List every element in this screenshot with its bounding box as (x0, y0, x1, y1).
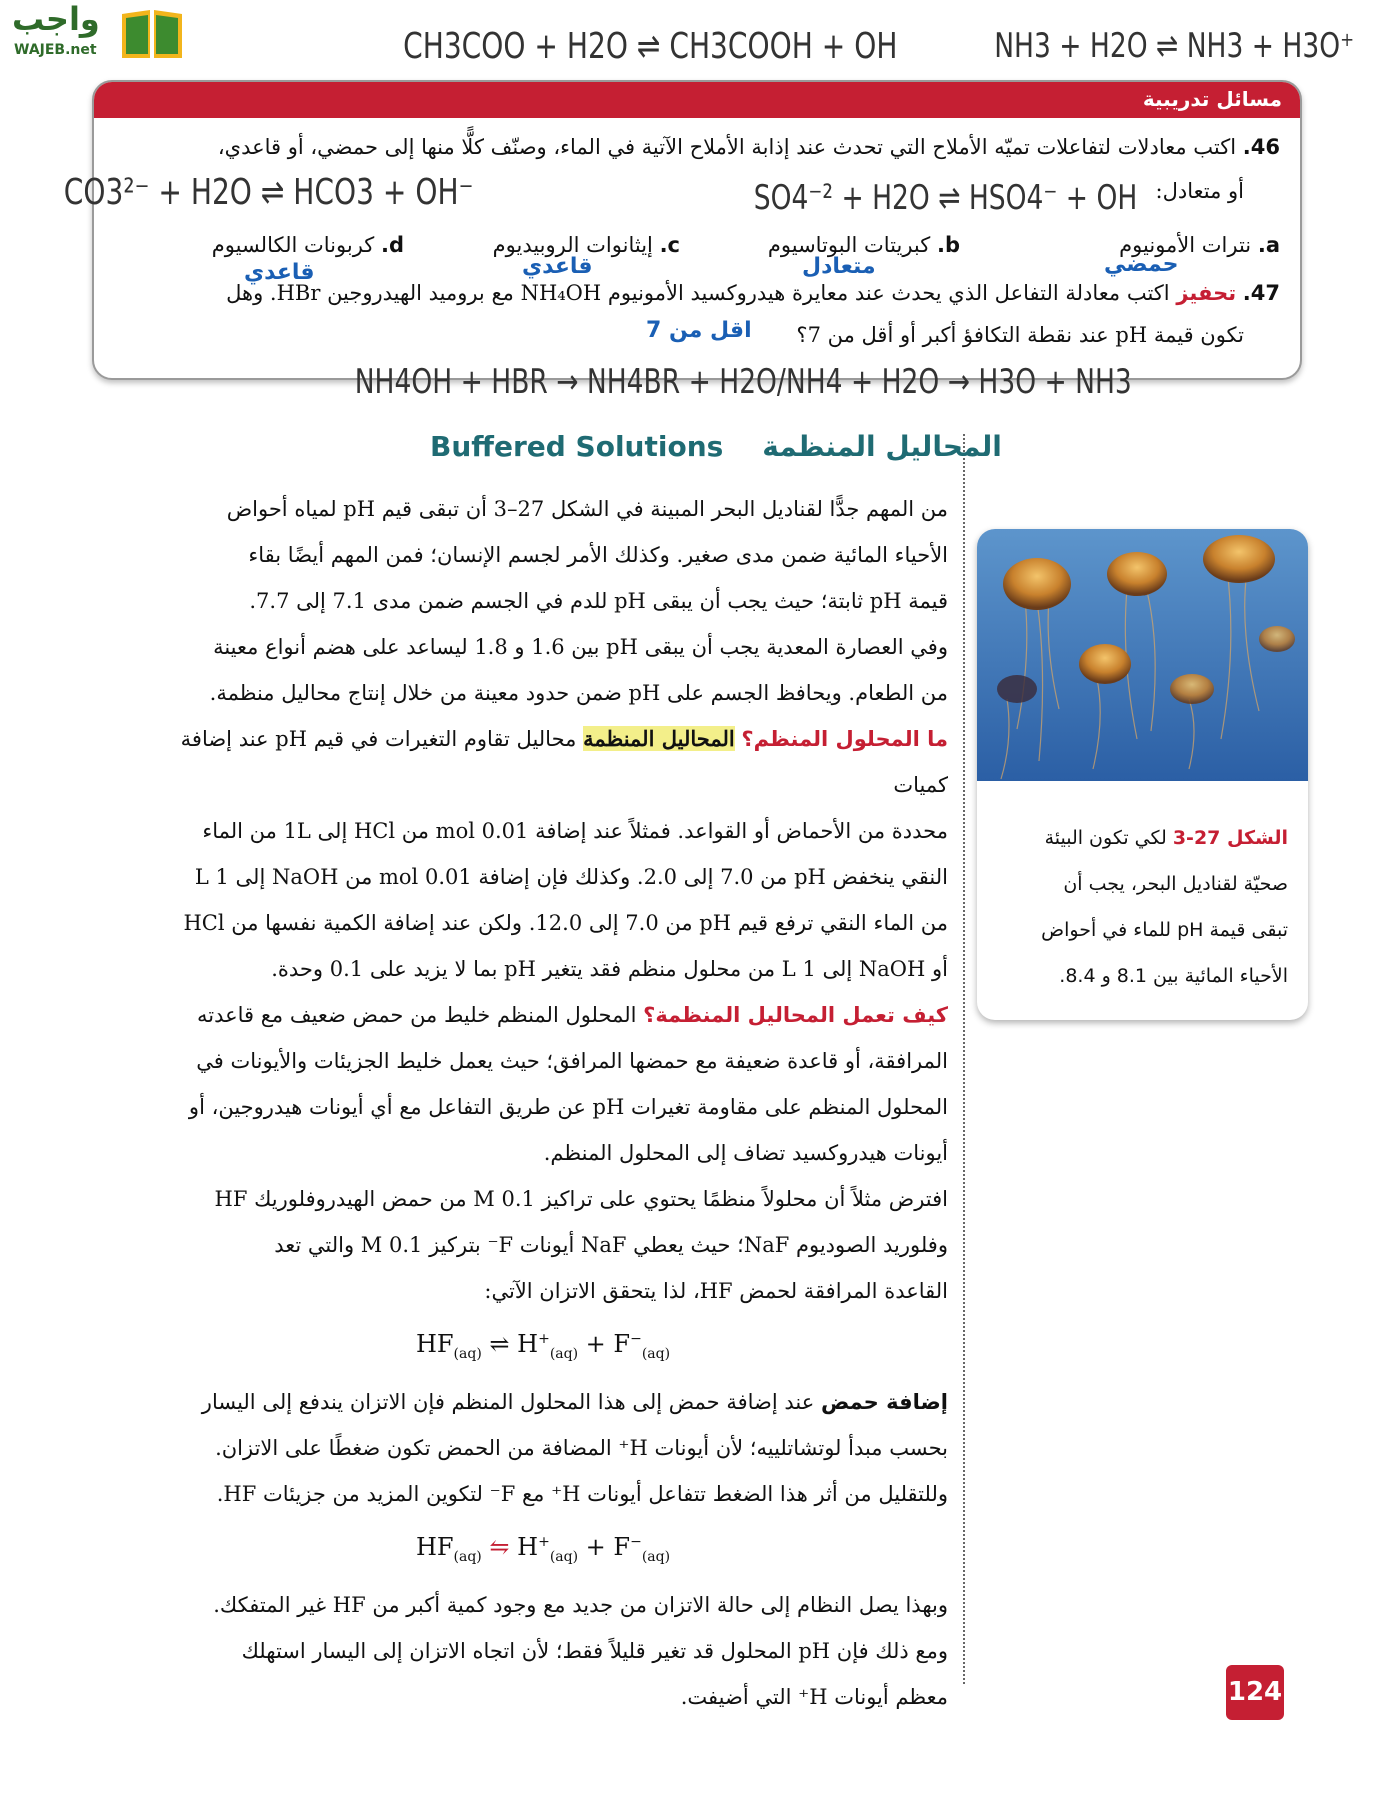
equilibrium-equation-shifted: $HF_{(aq)}$ ⇋ $H^+_{(aq)} + F^-_{(aq)}$ (415, 1532, 671, 1565)
text-line: وللتقليل من أثر هذا الضغط تتفاعل أيونات H⁺ مع F⁻ لتكوين المزيد من جزيئات HF. (216, 1481, 948, 1506)
handwritten-equation: NH4OH + HBR → NH4BR + H2O/NH4 + H2O → H3O + NH3 (354, 362, 1132, 402)
handwritten-answer-47: اقل من 7 (646, 318, 752, 343)
paragraph-conclusion (138, 1582, 948, 1720)
section-title-english: Buffered Solutions (430, 430, 724, 463)
text-line (138, 992, 948, 1038)
figure-card (977, 529, 1308, 1020)
answer-option-d (154, 230, 404, 260)
handwritten-equation: CO3²⁻ + H2O ⇌ HCO3 + OH⁻ (63, 172, 474, 213)
text-line: الأحياء المائية ضمن مدى صغير. وكذلك الأمر لجسم الإنسان؛ فمن المهم أيضًا بقاء (248, 543, 948, 567)
text-line (988, 815, 1288, 861)
text-line: ومع ذلك فإن pH المحلول قد تغير قليلاً فقط؛ لأن اتجاه الاتزان إلى اليسار استهلك (241, 1638, 948, 1663)
text-line: وفي العصارة المعدية يجب أن يبقى pH بين 1.6 و 1.8 ليساعد على هضم أنواع معينة (213, 635, 948, 659)
book-icon (118, 4, 186, 62)
challenge-label: تحفيز (1176, 281, 1237, 305)
paragraph-how-buffers-work (138, 992, 948, 1176)
text-line: من الماء النقي ترفع قيم pH من 7.0 إلى 12.0. ولكن عند إضافة الكمية نفسها من HCl (183, 911, 948, 935)
text-line: معظم أيونات H⁺ التي أضيفت. (680, 1684, 948, 1709)
wajeb-logo (0, 0, 190, 70)
question-text: اكتب معادلة التفاعل الذي يحدث عند معايرة هيدروكسيد الأمونيوم NH₄OH مع بروميد الهيدروجين HBr. وهل (226, 281, 1170, 305)
column-divider (963, 434, 965, 1684)
question-text: اكتب معادلات لتفاعلات تميّه الأملاح التي تحدث عند إذابة الأملاح الآتية في الماء، وصنّف كلًّا منها إلى حمضي، أو قاعدي، (217, 135, 1237, 159)
text-line: قيمة pH ثابتة؛ حيث يجب أن يبقى pH للدم في الجسم ضمن مدى 7.1 إلى 7.7. (249, 589, 948, 613)
option-text: إيثانوات الروبيديوم (492, 233, 653, 257)
vocabulary-term: المحاليل المنظمة (583, 726, 735, 751)
text-fragment: محاليل تقاوم التغيرات في قيم pH عند إضافة كميات (180, 727, 948, 797)
figure-caption (988, 815, 1288, 999)
option-letter: d. (380, 233, 404, 257)
text-line: افترض مثلاً أن محلولاً منظمًا يحتوي على تراكيز 0.1 M من حمض الهيدروفلوريك HF (214, 1187, 948, 1211)
text-fragment: لكي تكون البيئة (1044, 827, 1167, 849)
question-number: 47. (1242, 281, 1280, 305)
practice-problems-box (92, 80, 1302, 380)
text-line: النقي ينخفض pH من 7.0 إلى 2.0. وكذلك فإن إضافة 0.01 mol من NaOH إلى 1 L (194, 865, 948, 889)
text-line: أيونات هيدروكسيد تضاف إلى المحلول المنظم. (543, 1141, 948, 1165)
text-line: وفلوريد الصوديوم NaF؛ حيث يعطي NaF أيونات F⁻ بتركيز 0.1 M والتي تعد (274, 1233, 948, 1257)
option-letter: c. (659, 233, 680, 257)
equilibrium-equation: $HF_{(aq)}$ ⇌ $H^+_{(aq)} + F^-_{(aq)}$ (415, 1330, 671, 1362)
handwritten-answer-a: حمضي (1104, 252, 1179, 277)
question-46-line2: أو متعادل: (1155, 179, 1244, 203)
option-letter: b. (936, 233, 960, 257)
text-line: المرافقة، أو قاعدة ضعيفة مع حمضها المرافق؛ حيث يعمل خليط الجزيئات والأيونات في (196, 1049, 948, 1073)
paragraph-hf-example (138, 1176, 948, 1314)
paragraph-intro (138, 486, 948, 716)
text-line: وبهذا يصل النظام إلى حالة الاتزان من جديد مع وجود كمية أكبر من HF غير المتفكك. (213, 1592, 948, 1617)
option-text: نترات الأمونيوم (1119, 233, 1252, 257)
text-fragment: المحلول المنظم خليط من حمض ضعيف مع قاعدته (196, 1003, 637, 1027)
section-title-arabic: المحاليل المنظمة (762, 430, 1002, 463)
section-title (430, 430, 1002, 463)
handwritten-equation: SO4⁻² + H2O ⇌ HSO4⁻ + OH (753, 178, 1138, 218)
practice-problems-header (94, 82, 1300, 118)
text-line: المحلول المنظم على مقاومة تغيرات pH عن طريق التفاعل مع أي أيونات هيدروجين، أو (188, 1095, 948, 1119)
jellyfish-photo (977, 529, 1308, 781)
text-line: أو NaOH إلى 1 L من محلول منظم فقد يتغير pH بما لا يزيد على 0.1 وحدة. (271, 957, 948, 981)
question-46-line1 (100, 132, 1280, 162)
handwritten-answer-d: قاعدي (244, 260, 315, 285)
option-text: كربونات الكالسيوم (211, 233, 375, 257)
handwritten-equation: CH3COO + H2O ⇌ CH3COOH + OH (403, 26, 898, 67)
page-number: 124 (1226, 1665, 1284, 1720)
paragraph-lead: كيف تعمل المحاليل المنظمة؟ (643, 1003, 948, 1027)
text-line: الأحياء المائية بين 8.1 و 8.4. (1059, 965, 1288, 987)
paragraph-lead: ما المحلول المنظم؟ (741, 727, 948, 751)
figure-label: الشكل 27-3 (1172, 827, 1288, 849)
question-47-line2: تكون قيمة pH عند نقطة التكافؤ أكبر أو أقل من 7؟ (796, 323, 1244, 347)
handwritten-answer-b: متعادل (802, 254, 876, 279)
paragraph-what-is-buffer (138, 716, 948, 992)
handwritten-answer-c: قاعدي (522, 254, 593, 279)
text-fragment: عند إضافة حمض إلى هذا المحلول المنظم فإن الاتزان يندفع إلى اليسار (201, 1389, 815, 1414)
logo-arabic: واجب (12, 0, 100, 38)
logo-latin: WAJEB.net (14, 42, 97, 58)
handwritten-equation: NH3 + H2O ⇌ NH3 + H3O⁺ (994, 26, 1355, 66)
option-letter: a. (1257, 233, 1280, 257)
text-line: من المهم جدًّا لقناديل البحر المبينة في الشكل 27–3 أن تبقى قيم pH لمياه أحواض (226, 497, 948, 521)
text-line (138, 1379, 948, 1425)
text-line: محددة من الأحماض أو القواعد. فمثلاً عند إضافة 0.01 mol من HCl إلى 1L من الماء (202, 819, 948, 843)
text-line: تبقى قيمة pH للماء في أحواض (1041, 919, 1288, 941)
text-line: القاعدة المرافقة لحمض HF، لذا يتحقق الاتزان الآتي: (484, 1279, 948, 1303)
option-text: كبريتات البوتاسيوم (767, 233, 931, 257)
main-text-column (138, 486, 948, 1720)
question-number: 46. (1242, 135, 1280, 159)
question-47-line1 (100, 278, 1280, 308)
text-line (138, 716, 948, 808)
practice-problems-title: مسائل تدريبية (1142, 87, 1282, 111)
paragraph-lead: إضافة حمض (820, 1389, 948, 1414)
paragraph-adding-acid (138, 1379, 948, 1517)
text-line: صحيّة لقناديل البحر، يجب أن (1063, 873, 1288, 895)
text-line: بحسب مبدأ لوتشاتلييه؛ لأن أيونات H⁺ المضافة من الحمض تكون ضغطًا على الاتزان. (215, 1435, 948, 1460)
text-line: من الطعام. ويحافظ الجسم على pH ضمن حدود معينة من خلال إنتاج محاليل منظمة. (209, 681, 948, 705)
